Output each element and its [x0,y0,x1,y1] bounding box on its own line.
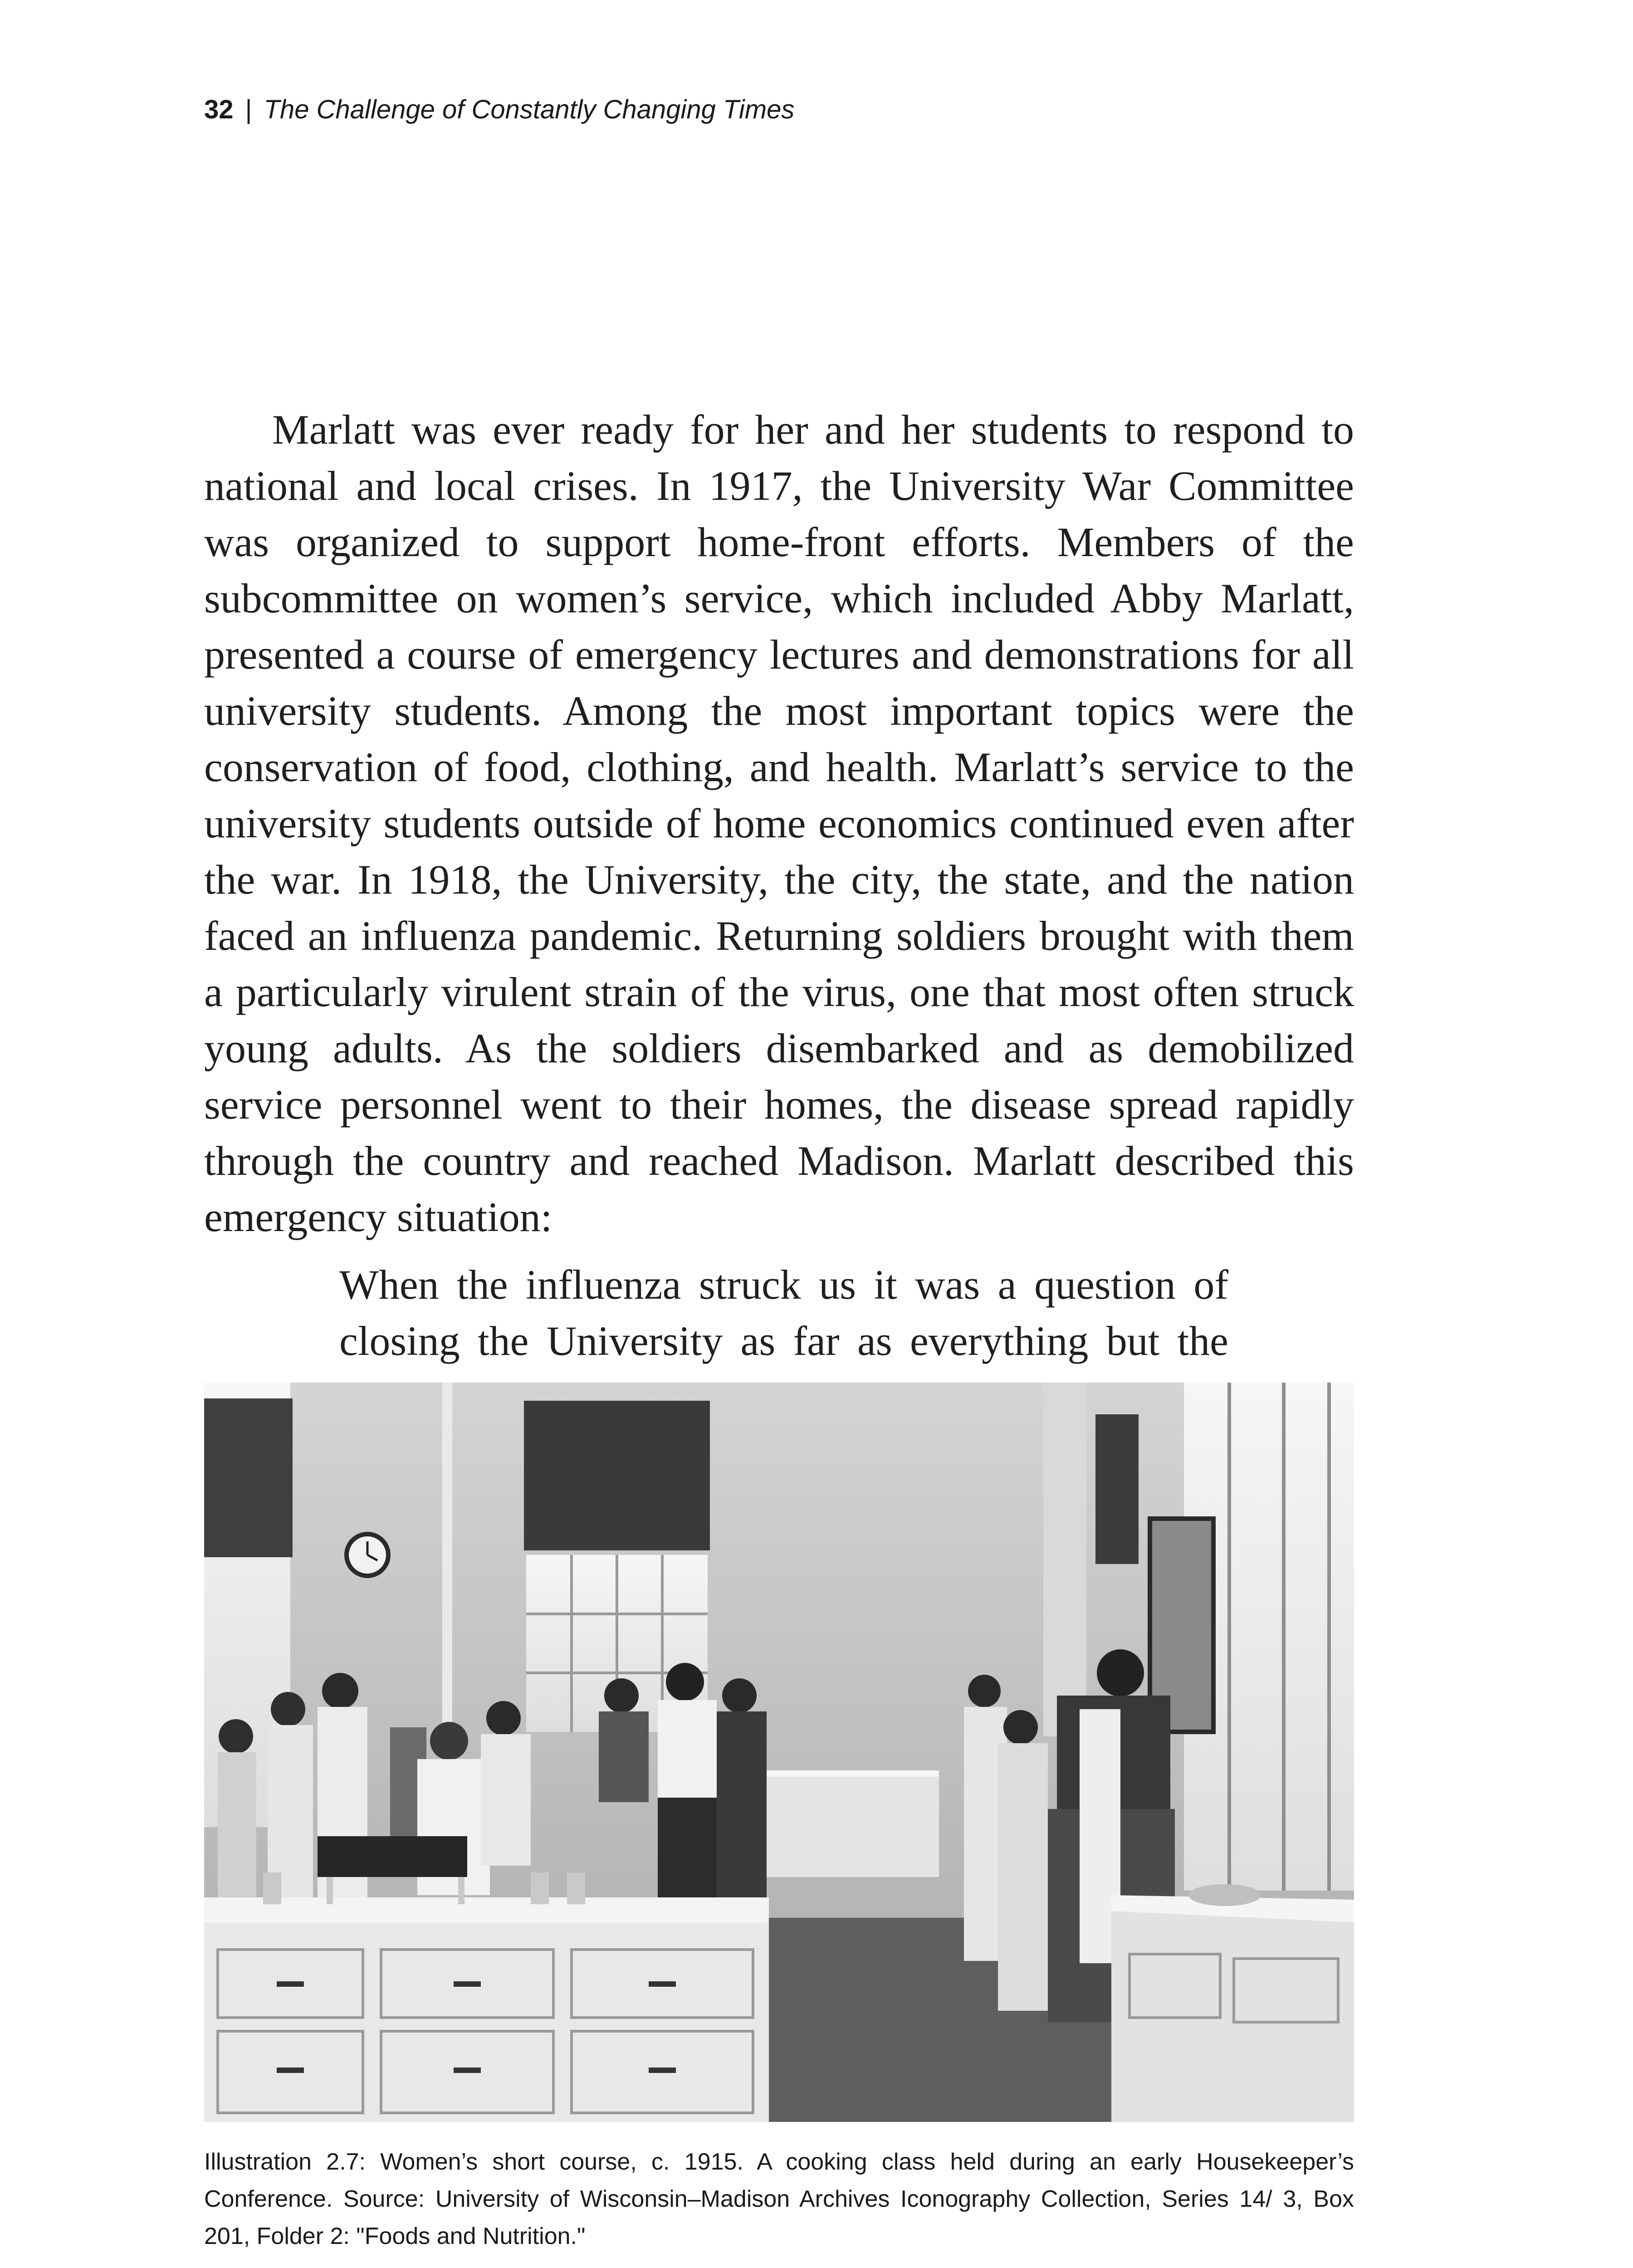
quote-line: When the influenza struck us it was a question of [339,1261,1228,1308]
front-counter-top [204,1897,769,1925]
front-counter-cabinet [204,1922,769,2122]
center-window-shade [524,1401,710,1550]
cooking-class-photo [204,1383,1354,2122]
page-number: 32 [204,95,234,124]
gas-burner-rack [318,1836,467,1877]
left-window-shade [204,1398,293,1557]
header-separator: | [245,95,252,124]
block-quote [339,1256,1228,1369]
running-head [204,94,794,125]
right-window-1 [1043,1383,1086,1736]
mixing-bowl [1188,1884,1261,1906]
quote-line: closing the University as far as everything but the [339,1318,1228,1364]
body-text [204,401,1354,1245]
wall-pipe [442,1383,452,1727]
right-window-shade [1095,1414,1139,1564]
body-paragraph: Marlatt was ever ready for her and her students to respond to national and local crises. In 1917, the University War Committee was organized to support home-front efforts. Members of the subcommittee on women’s service, which included Abby Marlatt, presented a course of emergency lectures and demonstrations for all university students. Among the most important topics were the conservation of food, clothing, and health. Marlatt’s service to the university students outside of home economics continued even after the war. In 1918, the University, the city, the state, and the nation faced an influenza pandemic. Returning soldiers brought with them a particularly virulent strain of the virus, one that most often struck young adults. As the soldiers disembarked and as demobilized service personnel went to their homes, the disease spread rapidly through the country and reached Madison. Marlatt described this emergency situation: [204,406,1354,1240]
figure-caption: Illustration 2.7: Women’s short course, c. 1915. A cooking class held during an early Housekeeper’s Conference. Source: University of Wisconsin–Madison Archives Iconography Collection, Series 14/ 3, Box 201, Folder 2: "Foods and Nutrition." [204,2149,1354,2249]
running-title: The Challenge of Constantly Changing Times [264,95,795,124]
photo-illustration [204,1383,1354,2122]
back-counter [748,1773,939,1877]
